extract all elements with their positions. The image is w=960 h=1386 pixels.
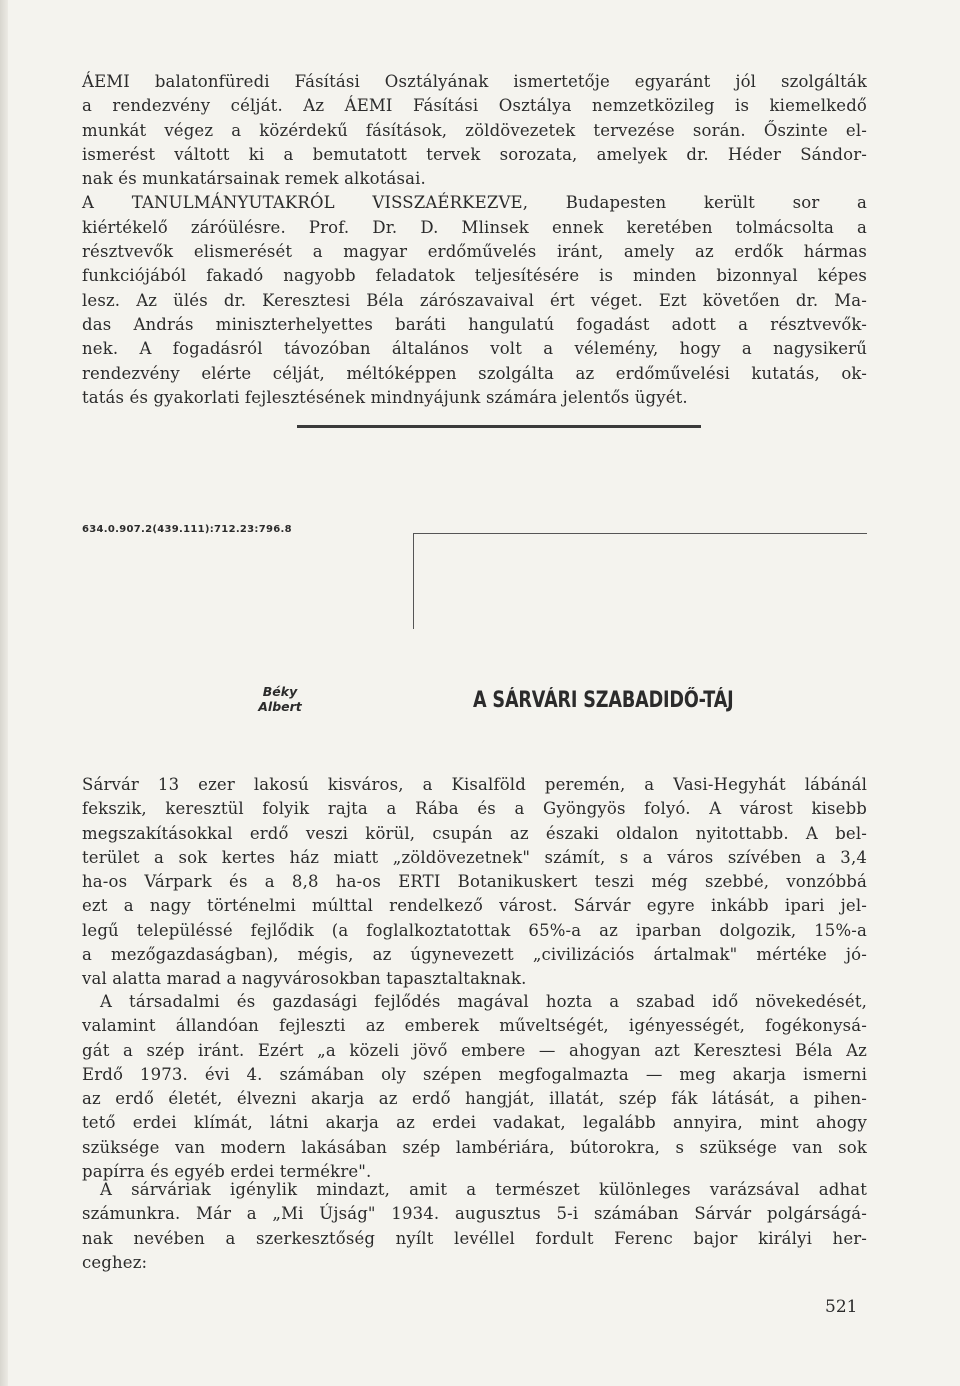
text-line: ismerést váltott ki a bemutatott tervek sorozata, amelyek dr. Héder Sándor- bbox=[82, 144, 867, 164]
author-name bbox=[250, 684, 310, 714]
text-line: A társadalmi és gazdasági fejlődés magával hozta a szabad idő növekedését, bbox=[100, 992, 867, 1011]
text-line: a mezőgazdaságban), mégis, az úgynevezett „civilizációs ártalmak" mértéke jó- bbox=[82, 945, 867, 965]
page-binding-edge bbox=[0, 0, 8, 1386]
text-line: A sárváriak igénylik mindazt, amit a természet különleges varázsával adhat bbox=[100, 1180, 867, 1199]
text-line: ÁEMI balatonfüredi Fásítási Osztályának ismertetője egyaránt jól szolgálták bbox=[82, 72, 867, 91]
text-line: nak és munkatársainak remek alkotásai. bbox=[82, 169, 426, 189]
text-line: Sárvár 13 ezer lakosú kisváros, a Kisalföld peremén, a Vasi-Hegyhát lábánál bbox=[82, 775, 867, 794]
text-line: tető erdei klímát, látni akarja az erdei vadakat, legalább annyira, mint ahogy bbox=[82, 1113, 867, 1133]
text-line: megszakításokkal erdő veszi körül, csupán az északi oldalon nyitottabb. A bel- bbox=[82, 823, 867, 843]
text-line: papírra és egyéb erdei termékre". bbox=[82, 1162, 372, 1182]
text-line: gát a szép iránt. Ezért „a közeli jövő embere — ahogyan azt Keresztesi Béla Az bbox=[82, 1040, 867, 1060]
text-line: Erdő 1973. évi 4. számában oly szépen megfogalmazta — meg akarja ismerni bbox=[82, 1064, 867, 1084]
text-line: rendezvény elérte célját, méltóképpen szolgálta az erdőművelési kutatás, ok- bbox=[82, 363, 867, 383]
article-paragraph bbox=[82, 990, 867, 1184]
text-line: ha-os Várpark és a 8,8 ha-os ERTI Botanikuskert teszi még szebbé, vonzóbbá bbox=[82, 872, 867, 892]
text-line: kiértékelő záróülésre. Prof. Dr. D. Mlinsek ennek keretében tolmácsolta a bbox=[82, 217, 867, 237]
article-separator-rule bbox=[297, 425, 701, 428]
classification-code: 634.0.907.2(439.111):712.23:796.8 bbox=[82, 524, 292, 535]
text-line: valamint állandóan fejleszti az emberek műveltségét, igényességét, fogékonysá- bbox=[82, 1016, 867, 1036]
text-line: szüksége van modern lakásában szép lambériára, bútorokra, s szüksége van sok bbox=[82, 1137, 867, 1157]
text-line: das András miniszterhelyettes baráti hangulatú fogadást adott a résztvevők- bbox=[82, 314, 867, 334]
text-line: legű településsé fejlődik (a foglalkoztatottak 65%-a az iparban dolgozik, 15%-a bbox=[82, 920, 867, 940]
text-line: ceghez: bbox=[82, 1252, 148, 1272]
text-line: ezt a nagy történelmi múlttal rendelkező várost. Sárvár egyre inkább ipari jel- bbox=[82, 896, 867, 916]
text-line: terület a sok kertes ház miatt „zöldövezetnek" számít, s a város szívében a 3,4 bbox=[82, 847, 867, 867]
text-line: val alatta marad a nagyvárosokban tapasztaltaknak. bbox=[82, 969, 527, 989]
text-line: résztvevők elismerését a magyar erdőművelés iránt, amely az erdők hármas bbox=[82, 242, 867, 262]
text-line: számunkra. Már a „Mi Újság" 1934. augusztus 5-i számában Sárvár polgárságá- bbox=[82, 1204, 867, 1224]
article-paragraph bbox=[82, 1178, 867, 1275]
article-paragraph bbox=[82, 773, 867, 992]
text-line: tatás és gyakorlati fejlesztésének mindnyájunk számára jelentős ügyét. bbox=[82, 387, 688, 407]
text-line: lesz. Az ülés dr. Keresztesi Béla zárószavaival ért véget. Ezt követően dr. Ma- bbox=[82, 290, 867, 310]
text-line: fekszik, keresztül folyik rajta a Rába és a Gyöngyös folyó. A várost kisebb bbox=[82, 799, 867, 819]
closing-paragraph-previous-article bbox=[82, 70, 867, 410]
text-line: funkciójából fakadó nagyobb feladatok teljesítésére is minden bizonnyal képes bbox=[82, 266, 867, 286]
text-line: a rendezvény célját. Az ÁEMI Fásítási Osztálya nemzetközileg is kiemelkedő bbox=[82, 96, 867, 116]
text-line: nek. A fogadásról távozóban általános volt a vélemény, hogy a nagysikerű bbox=[82, 339, 867, 359]
text-line: munkát végez a közérdekű fásítások, zöldövezetek tervezése során. Őszinte el- bbox=[82, 120, 867, 140]
text-line: nak nevében a szerkesztőség nyílt levéllel fordult Ferenc bajor királyi her- bbox=[82, 1228, 867, 1248]
author-second-line: Albert bbox=[258, 699, 302, 714]
title-frame-top-rule bbox=[413, 533, 867, 534]
author-first-line: Béky bbox=[262, 684, 298, 699]
article-title: A SÁRVÁRI SZABADIDŐ-TÁJ bbox=[473, 688, 734, 713]
title-frame-left-rule bbox=[413, 533, 414, 629]
page-number: 521 bbox=[825, 1297, 858, 1317]
text-line: A TANULMÁNYUTAKRÓL VISSZAÉRKEZVE, Budapesten került sor a bbox=[82, 193, 867, 213]
text-line: az erdő életét, élvezni akarja az erdő hangját, illatát, szép fák látását, a pihen- bbox=[82, 1089, 867, 1109]
